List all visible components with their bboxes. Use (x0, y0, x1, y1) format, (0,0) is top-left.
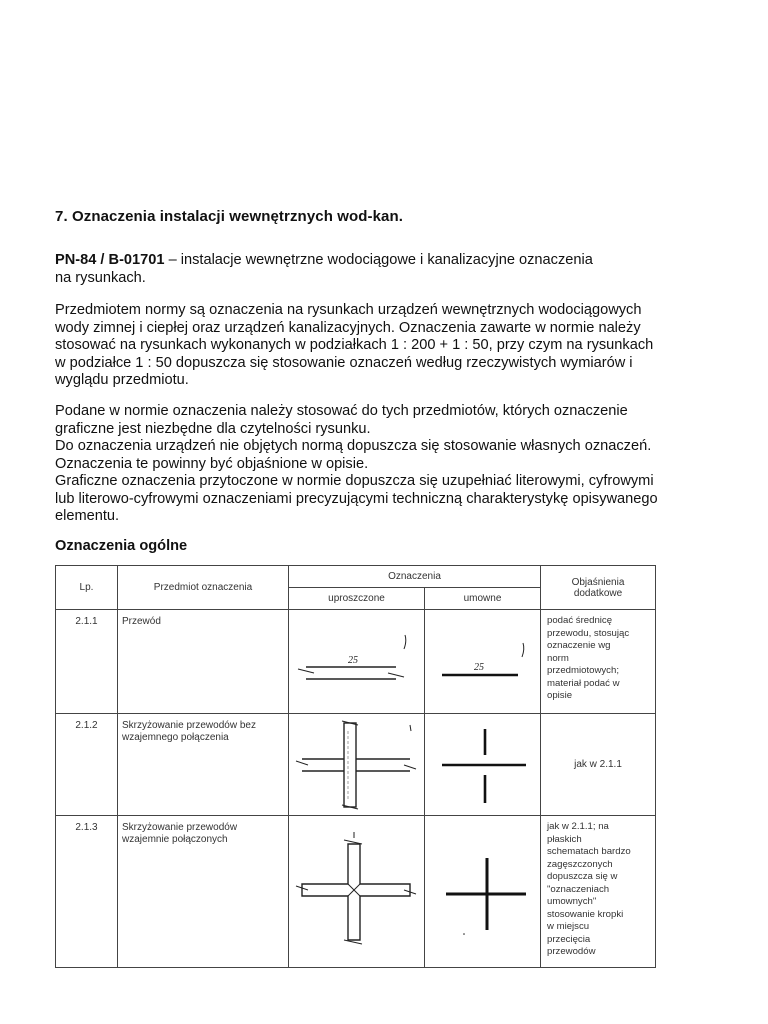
pipe-diameter-label: 25 (347, 654, 358, 666)
row-subject: Skrzyżowanie przewodów wzajemnie połączonych (118, 816, 289, 968)
paragraph-line: Graficzne oznaczenia przytoczone w normie dopuszcza się uzupełniać literowymi, cyfrowymi (55, 473, 654, 489)
paragraph-line: wyglądu przedmiotu. (55, 372, 189, 388)
norm-code: PN-84 / B-01701 (55, 252, 165, 268)
row-lp: 2.1.3 (56, 816, 118, 968)
crossing-unconnected-conventional-drawing (425, 714, 541, 816)
table-header-row (56, 566, 656, 588)
header-conventional: umowne (425, 588, 541, 610)
paragraph-line: graficzne jest niezbędne dla czytelności rysunku. (55, 420, 371, 437)
table-row (56, 610, 656, 714)
pipe-diameter-label: 25 (473, 661, 484, 673)
crossing-connected-conventional-drawing (425, 816, 541, 968)
row-subject: Przewód (118, 610, 289, 714)
paragraph-line: Do oznaczenia urządzeń nie objętych normą dopuszcza się stosowanie własnych oznaczeń. (55, 438, 652, 454)
norm-paragraph (55, 252, 715, 287)
crossing-connected-simplified-symbol (292, 822, 422, 962)
paragraph-line: lub literowo-cyfrowymi oznaczeniami precyzującymi techniczną charakterystykę opisywanego (55, 490, 658, 507)
pipe-conventional-drawing (425, 610, 541, 714)
row-explanation: jak w 2.1.1; na płaskich schematach bardzo zagęszczonych dopuszcza się w "oznaczeniach umownych" stosowanie kropki w miejscu przecięcia przewodów (541, 816, 656, 968)
row-lp: 2.1.1 (56, 610, 118, 714)
header-simplified: uproszczone (289, 588, 425, 610)
crossing-connected-simplified-drawing (289, 816, 425, 968)
paragraph-line: stosować na rysunkach wykonanych w podziałkach 1 : 200 + 1 : 50, przy czym na rysunkach (55, 337, 654, 353)
row-explanation: jak w 2.1.1 (541, 714, 656, 816)
crossing-connected-conventional-symbol (428, 822, 538, 962)
row-lp: 2.1.2 (56, 714, 118, 816)
row-explanation: podać średnicę przewodu, stosując oznaczenie wg norm przedmiotowych; materiał podać w opisie (541, 610, 656, 714)
paragraph-line: Przedmiotem normy są oznaczenia na rysunkach urządzeń wewnętrznych wodociągowych (55, 302, 642, 318)
table-row (56, 714, 656, 816)
paragraph-line: wody zimnej i ciepłej oraz urządzeń kanalizacyjnych. Oznaczenia zawarte w normie należy (55, 319, 641, 336)
paragraph-line: Oznaczenia te powinny być objaśnione w opisie. (55, 455, 369, 472)
header-markings: Oznaczenia (289, 566, 541, 588)
general-markings-heading: Oznaczenia ogólne (55, 538, 188, 554)
paragraph-line: elementu. (55, 508, 120, 524)
norm-description-line-2: na rysunkach. (55, 269, 146, 286)
header-explanations: Objaśnienia dodatkowe (541, 566, 656, 610)
header-lp: Lp. (56, 566, 118, 610)
crossing-unconnected-simplified-symbol (292, 717, 422, 813)
scope-paragraph (55, 302, 715, 390)
pipe-conventional-symbol (428, 617, 538, 707)
table-row (56, 816, 656, 968)
paragraph-line: Podane w normie oznaczenia należy stosować do tych przedmiotów, których oznaczenie (55, 403, 628, 419)
crossing-unconnected-simplified-drawing (289, 714, 425, 816)
pipe-simplified-drawing (289, 610, 425, 714)
section-heading: 7. Oznaczenia instalacji wewnętrznych wod-kan. (55, 208, 404, 225)
usage-paragraph (55, 403, 715, 526)
markings-table (55, 565, 656, 968)
crossing-unconnected-conventional-symbol (428, 717, 538, 813)
header-subject: Przedmiot oznaczenia (118, 566, 289, 610)
norm-description-line-1: – instalacje wewnętrzne wodociągowe i kanalizacyjne oznaczenia (164, 252, 593, 268)
paragraph-line: w podziałce 1 : 50 dopuszcza się stosowanie oznaczeń według rzeczywistych wymiarów i (55, 354, 633, 371)
pipe-simplified-symbol (292, 617, 422, 707)
row-subject: Skrzyżowanie przewodów bez wzajemnego połączenia (118, 714, 289, 816)
